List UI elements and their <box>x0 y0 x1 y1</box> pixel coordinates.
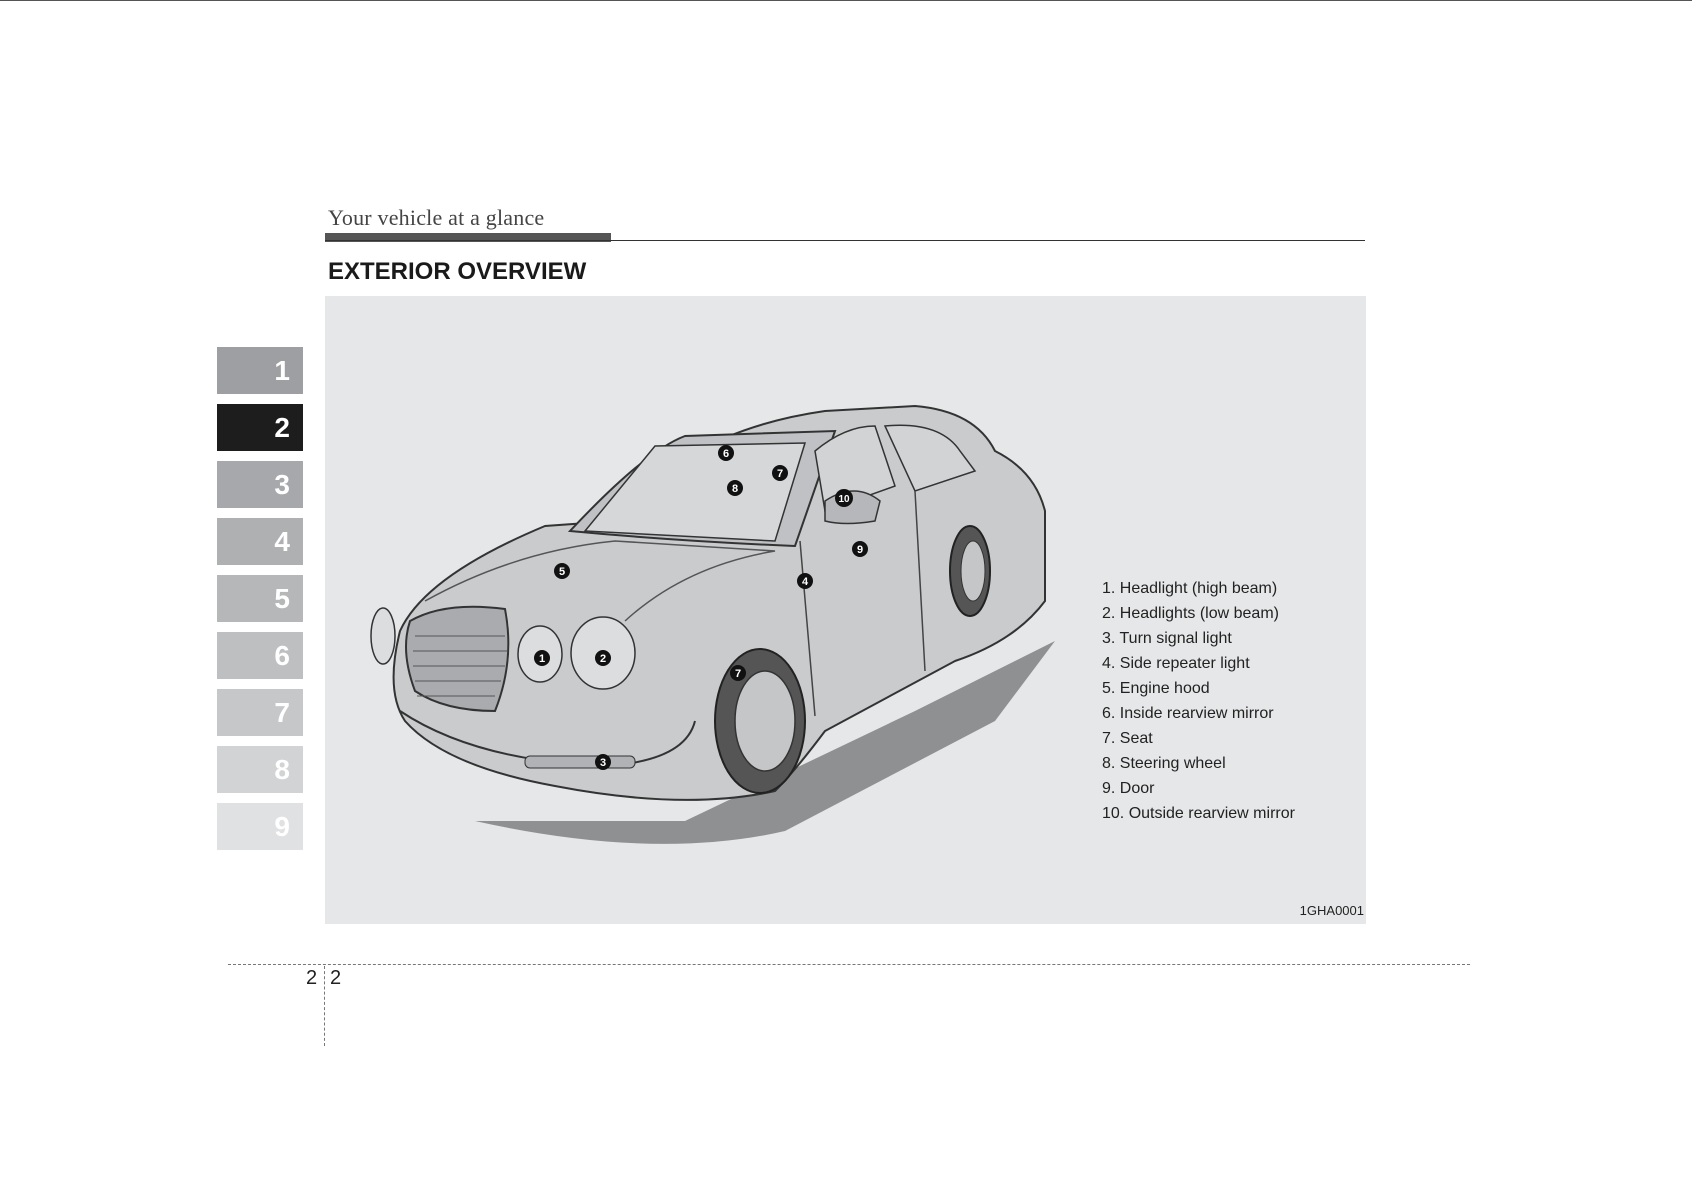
callout-9-label: 9 <box>856 544 864 556</box>
chapter-tab-5[interactable]: 5 <box>217 575 303 622</box>
legend-item: 9. Door <box>1102 780 1155 797</box>
chapter-tab-4[interactable]: 4 <box>217 518 303 565</box>
callout-2-label: 2 <box>599 653 607 665</box>
legend-item: 3. Turn signal light <box>1102 630 1232 647</box>
turn-signal-light <box>525 756 635 768</box>
chapter-tab-7[interactable]: 7 <box>217 689 303 736</box>
windshield <box>585 443 805 541</box>
callout-8-label: 8 <box>731 483 739 495</box>
car-illustration <box>355 391 1075 861</box>
rear-wheel-rim <box>961 541 985 601</box>
callout-7-wheel-label: 7 <box>734 668 742 680</box>
legend-item: 6. Inside rearview mirror <box>1102 705 1274 722</box>
page-number: 2 <box>330 967 342 989</box>
chapter-tab-9[interactable]: 9 <box>217 803 303 850</box>
chapter-tab-6[interactable]: 6 <box>217 632 303 679</box>
callout-10-label: 10 <box>838 494 850 505</box>
headlight-left <box>371 608 395 664</box>
chapter-tabs <box>217 347 303 860</box>
callout-6-label: 6 <box>722 448 730 460</box>
top-rule <box>0 0 1692 1</box>
chapter-tab-2[interactable]: 2 <box>217 404 303 451</box>
callout-1-label: 1 <box>538 653 546 665</box>
running-header: Your vehicle at a glance <box>328 205 545 230</box>
legend-item: 4. Side repeater light <box>1102 655 1250 672</box>
section-title: EXTERIOR OVERVIEW <box>328 258 587 285</box>
legend-item: 10. Outside rearview mirror <box>1102 805 1295 822</box>
legend-item: 8. Steering wheel <box>1102 755 1226 772</box>
front-wheel-rim <box>735 671 795 771</box>
legend-item: 1. Headlight (high beam) <box>1102 580 1278 597</box>
callout-4-label: 4 <box>801 576 809 588</box>
parts-legend <box>1102 576 1295 826</box>
front-grille <box>406 607 508 711</box>
page-number-divider <box>324 966 325 1046</box>
chapter-tab-8[interactable]: 8 <box>217 746 303 793</box>
callout-5-label: 5 <box>558 566 566 578</box>
legend-item: 7. Seat <box>1102 730 1153 747</box>
legend-item: 2. Headlights (low beam) <box>1102 605 1279 622</box>
figure-panel <box>325 296 1366 924</box>
chapter-tab-3[interactable]: 3 <box>217 461 303 508</box>
footer-rule <box>228 964 1470 965</box>
header-rule <box>325 240 1365 241</box>
chapter-tab-1[interactable]: 1 <box>217 347 303 394</box>
page-number-chapter: 2 <box>306 967 318 989</box>
callout-7-seat-label: 7 <box>776 468 784 480</box>
legend-item: 5. Engine hood <box>1102 680 1210 697</box>
figure-code: 1GHA0001 <box>1299 903 1364 918</box>
callout-3-label: 3 <box>599 757 607 769</box>
